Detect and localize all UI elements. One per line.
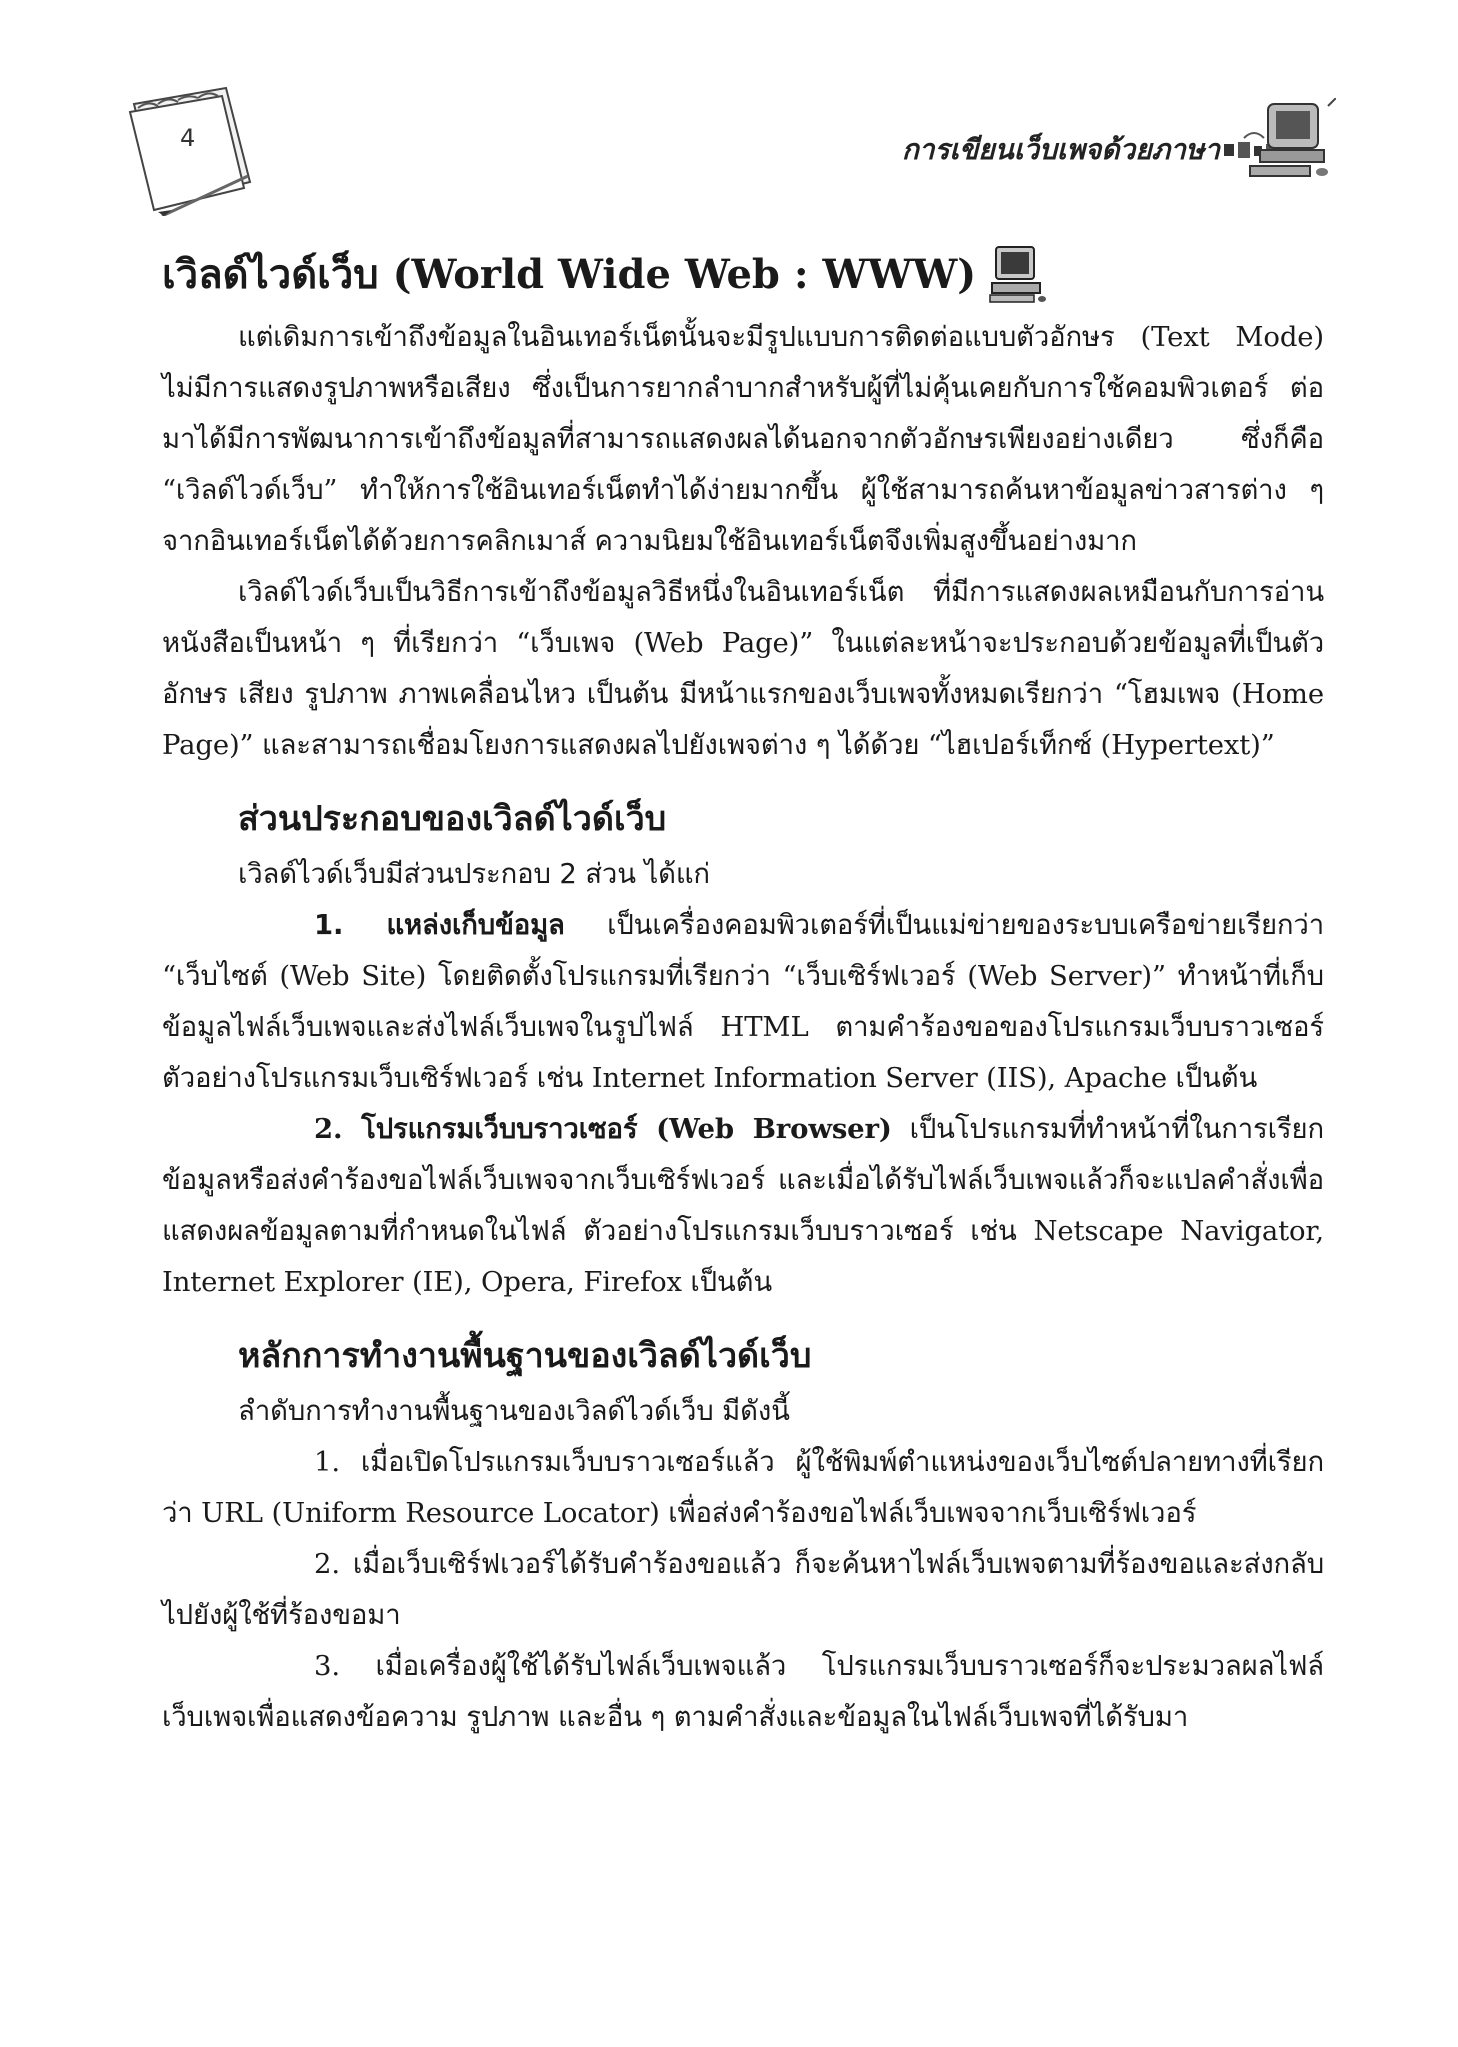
section-components-title: ส่วนประกอบของเวิลด์ไวด์เว็บ (238, 799, 667, 839)
intro-paragraph-1: แต่เดิมการเข้าถึงข้อมูลในอินเทอร์เน็ตนั้นจะมีรูปแบบการติดต่อแบบตัวอักษร (Text Mode) ไม่มีการแสดงรูปภาพหรือเสียง ซึ่งเป็นการยากลำบากสำหรับผู้ที่ไม่คุ้นเคยกับการใช้คอมพิวเตอร์ ต่อมาได้มีการพัฒนาการเข้าถึงข้อมูลที่สามารถแสดงผลได้นอกจากตัวอักษรเพียงอย่างเดียว ซึ่งก็คือ “เวิลด์ไวด์เว็บ” ทำให้การใช้อินเทอร์เน็ตทำได้ง่ายมากขึ้น ผู้ใช้สามารถค้นหาข้อมูลข่าวสารต่าง ๆ จากอินเทอร์เน็ตได้ด้วยการคลิกเมาส์ ความนิยมใช้อินเทอร์เน็ตจึงเพิ่มสูงขึ้นอย่างมาก (162, 321, 1324, 557)
component-item-1 (162, 900, 1324, 1104)
section-principles-title: หลักการทำงานพื้นฐานของเวิลด์ไวด์เว็บ (238, 1336, 812, 1376)
page-number: 4 (180, 124, 196, 152)
main-title (162, 238, 1324, 312)
component-item-1-lead: 1. แหล่งเก็บข้อมูล (314, 909, 565, 941)
component-item-2-text: เป็นโปรแกรมที่ทำหน้าที่ในการเรียกข้อมูลหรือส่งคำร้องขอไฟล์เว็บเพจจากเว็บเซิร์ฟเวอร์ และเมื่อได้รับไฟล์เว็บเพจแล้วก็จะแปลคำสั่งเพื่อแสดงผลข้อมูลตามที่กำหนดในไฟล์ ตัวอย่างโปรแกรมเว็บบราวเซอร์ เช่น Netscape Navigator, Internet Explorer (IE), Opera, Firefox เป็นต้น (162, 1113, 1325, 1298)
component-item-2 (162, 1104, 1324, 1308)
desktop-computer-icon (988, 245, 1048, 305)
computer-icon (1240, 98, 1336, 182)
intro-paragraph-2: เวิลด์ไวด์เว็บเป็นวิธีการเข้าถึงข้อมูลวิธีหนึ่งในอินเทอร์เน็ต ที่มีการแสดงผลเหมือนกับการอ่านหนังสือเป็นหน้า ๆ ที่เรียกว่า “เว็บเพจ (Web Page)” ในแต่ละหน้าจะประกอบด้วยข้อมูลที่เป็นตัวอักษร เสียง รูปภาพ ภาพเคลื่อนไหว เป็นต้น มีหน้าแรกของเว็บเพจทั้งหมดเรียกว่า “โฮมเพจ (Home Page)” และสามารถเชื่อมโยงการแสดงผลไปยังเพจต่าง ๆ ได้ด้วย “ไฮเปอร์เท็กซ์ (Hypertext)” (162, 576, 1324, 761)
section-principles-intro: ลำดับการทำงานพื้นฐานของเวิลด์ไวด์เว็บ มีดังนี้ (238, 1395, 790, 1427)
principle-step-3: 3. เมื่อเครื่องผู้ใช้ได้รับไฟล์เว็บเพจแล้ว โปรแกรมเว็บบราวเซอร์ก็จะประมวลผลไฟล์เว็บเพจเพื่อแสดงข้อความ รูปภาพ และอื่น ๆ ตามคำสั่งและข้อมูลในไฟล์เว็บเพจที่ได้รับมา (162, 1650, 1324, 1733)
main-title-text: เวิลด์ไวด์เว็บ (World Wide Web : WWW) (162, 251, 977, 298)
document-body (162, 238, 1324, 1743)
component-item-2-lead: 2. โปรแกรมเว็บบราวเซอร์ (Web Browser) (314, 1113, 892, 1145)
principle-step-2: 2. เมื่อเว็บเซิร์ฟเวอร์ได้รับคำร้องขอแล้ว ก็จะค้นหาไฟล์เว็บเพจตามที่ร้องขอและส่งกลับไปยังผู้ใช้ที่ร้องขอมา (162, 1548, 1324, 1631)
component-item-1-text: เป็นเครื่องคอมพิวเตอร์ที่เป็นแม่ข่ายของระบบเครือข่ายเรียกว่า “เว็บไซต์ (Web Site) โดยติดตั้งโปรแกรมที่เรียกว่า “เว็บเซิร์ฟเวอร์ (Web Server)” ทำหน้าที่เก็บข้อมูลไฟล์เว็บเพจและส่งไฟล์เว็บเพจในรูปไฟล์ HTML ตามคำร้องขอของโปรแกรมเว็บบราวเซอร์ ตัวอย่างโปรแกรมเว็บเซิร์ฟเวอร์ เช่น Internet Information Server (IIS), Apache เป็นต้น (162, 909, 1324, 1094)
section-components-intro: เวิลด์ไวด์เว็บมีส่วนประกอบ 2 ส่วน ได้แก่ (238, 858, 710, 890)
running-title: การเขียนเว็บเพจด้วยภาษา (901, 133, 1220, 166)
principle-step-1: 1. เมื่อเปิดโปรแกรมเว็บบราวเซอร์แล้ว ผู้ใช้พิมพ์ตำแหน่งของเว็บไซต์ปลายทางที่เรียกว่า URL (Uniform Resource Locator) เพื่อส่งคำร้องขอไฟล์เว็บเพจจากเว็บเซิร์ฟเวอร์ (162, 1446, 1324, 1529)
